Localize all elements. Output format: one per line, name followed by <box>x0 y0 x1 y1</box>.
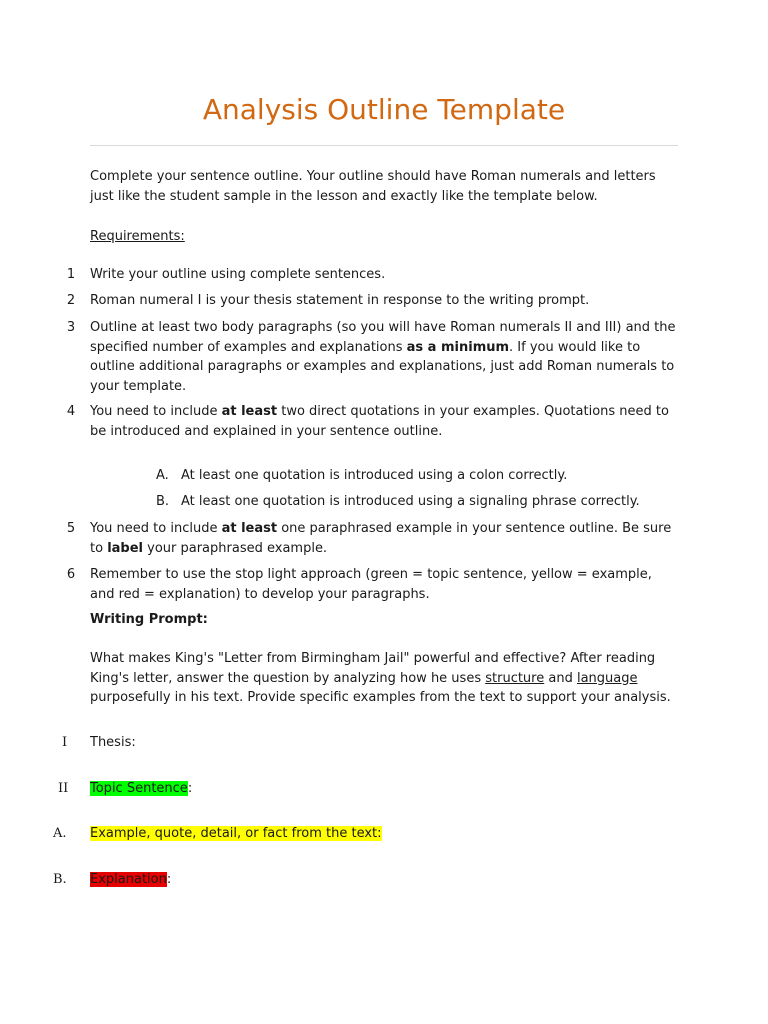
prompt-underlined-language: language <box>576 670 638 686</box>
writing-prompt-text <box>90 649 680 708</box>
subitem-text: At least one quotation is introduced using a colon correctly. <box>181 468 568 483</box>
item-number: 4 <box>66 404 76 419</box>
example-highlight: Example, quote, detail, or fact from the text: <box>90 826 382 841</box>
page-title: Analysis Outline Template <box>202 93 566 126</box>
item-emphasis: at least <box>221 521 278 536</box>
item-text: two direct quotations in your examples. Quotations need to be introduced and explained in your sentence outline. <box>90 404 669 439</box>
item-text: Roman numeral I is your thesis statement in response to the writing prompt. <box>90 293 590 308</box>
outline-topic-sentence <box>58 779 193 799</box>
item-number: 2 <box>66 293 76 308</box>
outline-marker: A. <box>53 826 67 841</box>
outline-suffix: : <box>187 781 193 796</box>
requirement-item-1 <box>66 265 680 285</box>
item-number: 6 <box>66 567 76 582</box>
writing-prompt-heading: Writing Prompt: <box>90 612 208 627</box>
subitem-letter: A. <box>156 468 169 483</box>
requirement-item-3 <box>66 318 680 396</box>
subitem-a <box>156 466 681 486</box>
prompt-underlined-structure: structure <box>485 670 545 686</box>
requirements-heading: Requirements: <box>90 229 185 244</box>
subitem-letter: B. <box>156 494 170 509</box>
item-emphasis: at least <box>221 404 278 419</box>
explanation-highlight: Explanation <box>90 872 167 887</box>
item-number: 1 <box>66 267 76 282</box>
outline-example <box>53 824 382 844</box>
item-text: Remember to use the stop light approach (green = topic sentence, yellow = example, and red = explanation) to develop your paragraphs. <box>90 567 652 602</box>
outline-marker: I <box>62 735 68 750</box>
requirement-item-2 <box>66 291 680 311</box>
title-divider <box>90 145 678 146</box>
outline-thesis <box>62 733 136 753</box>
item-number: 5 <box>66 521 76 536</box>
outline-explanation <box>53 870 172 890</box>
outline-marker: B. <box>53 872 67 887</box>
subitem-text: At least one quotation is introduced using a signaling phrase correctly. <box>181 494 640 509</box>
prompt-text: purposefully in his text. Provide specific examples from the text to support your analysis. <box>90 690 671 705</box>
requirement-item-5 <box>66 519 680 558</box>
prompt-text: and <box>544 670 577 686</box>
item-emphasis: label <box>107 540 143 556</box>
item-text: You need to include <box>90 521 222 536</box>
item-number: 3 <box>66 320 76 335</box>
requirement-item-4 <box>66 402 680 441</box>
item-text: . If you would like to outline additional paragraphs or examples and explanations, just add Roman numerals to your template. <box>90 339 675 394</box>
item-text: Outline at least two body paragraphs (so you will have Roman numerals II and III) and the specified number of examples and explanations <box>90 320 676 355</box>
topic-sentence-highlight: Topic Sentence <box>90 781 188 796</box>
subitem-b <box>156 492 681 512</box>
outline-suffix: : <box>166 872 172 887</box>
outline-marker: II <box>58 781 69 796</box>
item-text: Write your outline using complete sentences. <box>90 267 386 282</box>
intro-paragraph: Complete your sentence outline. Your outline should have Roman numerals and letters just like the student sample in the lesson and exactly like the template below. <box>90 169 656 204</box>
item-text: You need to include <box>90 404 222 419</box>
item-text: one paraphrased example in your sentence outline. Be sure to <box>90 521 672 556</box>
item-emphasis: as a minimum <box>406 339 510 355</box>
outline-label: Thesis: <box>90 735 136 750</box>
requirement-item-6 <box>66 565 680 604</box>
prompt-text: What makes King's "Letter from Birmingham Jail" powerful and effective? After reading King's letter, answer the question by analyzing how he uses <box>90 651 656 686</box>
item-text: your paraphrased example. <box>143 540 328 556</box>
